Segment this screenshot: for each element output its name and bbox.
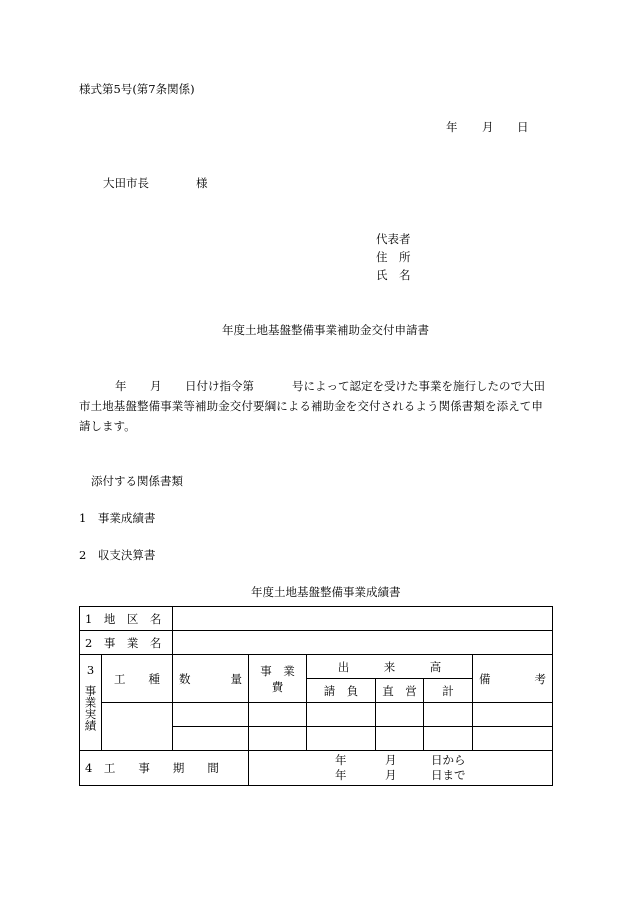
remarks-header-a: 備 xyxy=(479,671,491,686)
results-section-vertical-label: 事業実績 xyxy=(83,685,98,731)
form-number: 様式第5号(第7条関係) xyxy=(79,82,195,96)
quantity-header-a: 数 xyxy=(179,671,191,686)
output-header: 出 来 高 xyxy=(307,655,473,679)
results-section-number: 3 xyxy=(86,663,95,677)
district-name-value[interactable] xyxy=(173,607,553,631)
direct-header: 直 営 xyxy=(376,679,424,703)
work-period-label: 4 工 事 期 間 xyxy=(80,751,249,786)
results-section-label xyxy=(80,655,102,751)
work-period-value[interactable] xyxy=(249,751,553,786)
project-name-value[interactable] xyxy=(173,631,553,655)
applicant-address: 住 所 xyxy=(376,250,411,264)
remarks-cell[interactable] xyxy=(473,727,553,751)
achievement-table xyxy=(79,606,553,786)
contract-cell[interactable] xyxy=(307,703,376,727)
body-line3: 請します。 xyxy=(79,419,136,433)
contract-cell[interactable] xyxy=(307,727,376,751)
addressee-honorific: 様 xyxy=(196,176,208,190)
attachment-item-2: 2 収支決算書 xyxy=(79,548,156,562)
body-directive: 日付け指令第 xyxy=(185,379,254,393)
total-cell[interactable] xyxy=(424,727,473,751)
date-month-label: 月 xyxy=(482,120,494,134)
remarks-cell[interactable] xyxy=(473,703,553,727)
body-year: 年 xyxy=(115,379,127,393)
project-cost-cell[interactable] xyxy=(249,727,307,751)
attachment-item-1: 1 事業成績書 xyxy=(79,511,156,525)
period-from: 年 月 日から xyxy=(335,753,466,767)
date-day-label: 日 xyxy=(517,120,529,134)
total-header: 計 xyxy=(424,679,473,703)
period-to: 年 月 日まで xyxy=(335,768,466,782)
work-type-header: 工 種 xyxy=(102,655,173,703)
attachments-heading: 添付する関係書類 xyxy=(91,474,183,488)
district-name-label: 1 地 区 名 xyxy=(80,607,173,631)
body-line2: 市土地基盤整備事業等補助金交付要綱による補助金を交付されるよう関係書類を添えて申 xyxy=(79,399,543,413)
quantity-cell[interactable] xyxy=(173,727,249,751)
body-month: 月 xyxy=(150,379,162,393)
project-cost-header: 事 業 費 xyxy=(249,655,307,703)
body-line1: 号によって認定を受けた事業を施行したので大田 xyxy=(292,379,545,393)
remarks-header-b: 考 xyxy=(534,671,547,686)
quantity-header xyxy=(173,655,249,703)
project-cost-cell[interactable] xyxy=(249,703,307,727)
applicant-name: 氏 名 xyxy=(376,268,411,282)
direct-cell[interactable] xyxy=(376,727,424,751)
quantity-cell[interactable] xyxy=(173,703,249,727)
remarks-header xyxy=(473,655,553,703)
addressee-name: 大田市長 xyxy=(103,176,149,190)
table-title: 年度土地基盤整備事業成績書 xyxy=(251,585,401,599)
date-year-label: 年 xyxy=(446,120,458,134)
quantity-header-b: 量 xyxy=(230,671,243,686)
contract-header: 請 負 xyxy=(307,679,376,703)
work-type-cell[interactable] xyxy=(102,703,173,751)
project-name-label: 2 事 業 名 xyxy=(80,631,173,655)
document-title: 年度土地基盤整備事業補助金交付申請書 xyxy=(222,323,429,337)
direct-cell[interactable] xyxy=(376,703,424,727)
total-cell[interactable] xyxy=(424,703,473,727)
applicant-representative: 代表者 xyxy=(376,232,411,246)
